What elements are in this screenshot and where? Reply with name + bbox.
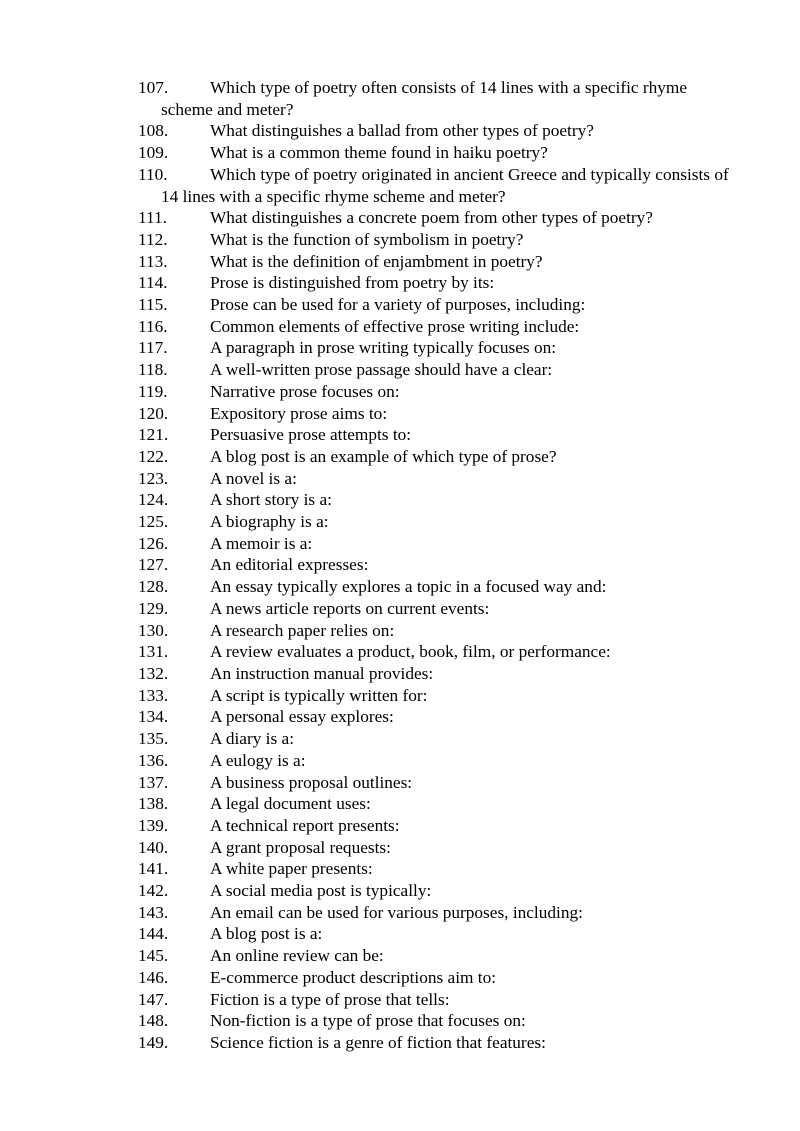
question-number: 133.: [138, 685, 169, 705]
question-text: A biography is a:: [210, 512, 329, 532]
question-item: [138, 620, 738, 642]
question-number: 143.: [138, 902, 169, 922]
question-text: A grant proposal requests:: [210, 837, 391, 857]
question-number: 131.: [138, 642, 169, 662]
question-item: [138, 902, 738, 924]
question-text: A well-written prose passage should have a clear:: [210, 360, 553, 380]
question-text: A white paper presents:: [210, 859, 373, 879]
question-number: 125.: [138, 512, 169, 532]
question-number: 107.: [138, 78, 169, 97]
question-item: [138, 164, 738, 207]
question-item: [138, 750, 738, 772]
question-text: An editorial expresses:: [210, 555, 369, 575]
question-text: Expository prose aims to:: [210, 403, 388, 423]
question-number: 120.: [138, 403, 169, 423]
question-text: An online review can be:: [210, 946, 384, 966]
question-item: [138, 706, 738, 728]
question-item: [138, 77, 738, 120]
question-item: [138, 272, 738, 294]
question-item: [138, 837, 738, 859]
question-number: 142.: [138, 881, 169, 901]
question-item: [138, 685, 738, 707]
question-item: [138, 533, 738, 555]
question-number: 127.: [138, 555, 169, 575]
question-item: [138, 337, 738, 359]
question-text: What is a common theme found in haiku poetry?: [210, 143, 548, 163]
question-number: 144.: [138, 924, 169, 944]
question-number: 140.: [138, 837, 169, 857]
question-text: Prose can be used for a variety of purposes, including:: [210, 295, 586, 315]
question-text: E-commerce product descriptions aim to:: [210, 967, 497, 987]
question-text: A memoir is a:: [210, 533, 313, 553]
question-number: 118.: [138, 360, 168, 380]
question-item: [138, 598, 738, 620]
question-text: A novel is a:: [210, 468, 297, 488]
question-text: Common elements of effective prose writing include:: [210, 316, 580, 336]
question-item: [138, 989, 738, 1011]
question-text: What is the definition of enjambment in poetry?: [210, 251, 543, 271]
question-text: Science fiction is a genre of fiction that features:: [210, 1032, 546, 1052]
question-number: 149.: [138, 1032, 169, 1052]
question-number: 134.: [138, 707, 169, 727]
question-text: What distinguishes a concrete poem from other types of poetry?: [210, 208, 653, 228]
question-text: Fiction is a type of prose that tells:: [210, 989, 450, 1009]
question-item: [138, 576, 738, 598]
question-item: [138, 359, 738, 381]
question-item: [138, 251, 738, 273]
question-number: 147.: [138, 989, 169, 1009]
question-text: A short story is a:: [210, 490, 332, 510]
question-item: [138, 554, 738, 576]
question-item: [138, 641, 738, 663]
question-number: 139.: [138, 815, 169, 835]
question-text: A eulogy is a:: [210, 750, 306, 770]
question-item: [138, 967, 738, 989]
question-number: 119.: [138, 381, 168, 401]
question-number: 116.: [138, 316, 168, 336]
question-item: [138, 815, 738, 837]
question-number: 122.: [138, 446, 169, 466]
question-number: 128.: [138, 577, 169, 597]
question-number: 132.: [138, 663, 169, 683]
question-text: What distinguishes a ballad from other types of poetry?: [210, 121, 594, 141]
question-text: A news article reports on current events:: [210, 598, 490, 618]
question-item: [138, 511, 738, 533]
question-text: An instruction manual provides:: [210, 663, 434, 683]
question-item: [138, 316, 738, 338]
question-number: 148.: [138, 1011, 169, 1031]
question-item: [138, 793, 738, 815]
question-item: [138, 120, 738, 142]
question-text: A legal document uses:: [210, 794, 371, 814]
question-item: [138, 424, 738, 446]
question-text: Non-fiction is a type of prose that focuses on:: [210, 1011, 526, 1031]
question-text: A personal essay explores:: [210, 707, 394, 727]
question-number: 130.: [138, 620, 169, 640]
question-number: 109.: [138, 143, 169, 163]
question-item: [138, 728, 738, 750]
question-text: An email can be used for various purposes, including:: [210, 902, 583, 922]
question-item: [138, 923, 738, 945]
question-number: 141.: [138, 859, 169, 879]
question-text: A paragraph in prose writing typically focuses on:: [210, 338, 557, 358]
question-number: 124.: [138, 490, 169, 510]
question-item: [138, 207, 738, 229]
question-item: [138, 880, 738, 902]
question-item: [138, 446, 738, 468]
question-number: 115.: [138, 295, 168, 315]
question-item: [138, 858, 738, 880]
question-number: 135.: [138, 729, 169, 749]
question-number: 113.: [138, 251, 168, 271]
question-text: A business proposal outlines:: [210, 772, 413, 792]
question-item: [138, 229, 738, 251]
question-item: [138, 1010, 738, 1032]
question-text: An essay typically explores a topic in a focused way and:: [210, 577, 607, 597]
question-text: A diary is a:: [210, 729, 294, 749]
question-item: [138, 945, 738, 967]
question-item: [138, 489, 738, 511]
question-item: [138, 1032, 738, 1054]
question-item: [138, 663, 738, 685]
question-number: 129.: [138, 598, 169, 618]
question-text: Persuasive prose attempts to:: [210, 425, 412, 445]
question-item: [138, 142, 738, 164]
question-text: A blog post is a:: [210, 924, 323, 944]
question-item: [138, 294, 738, 316]
question-text: Which type of poetry often consists of 14 lines with a specific rhyme scheme and meter?: [161, 78, 688, 119]
question-text: Which type of poetry originated in ancient Greece and typically consists of 14 lines with a specific rhyme scheme and meter?: [161, 164, 729, 206]
question-number: 138.: [138, 794, 169, 814]
question-text: A blog post is an example of which type of prose?: [210, 446, 557, 466]
question-text: A research paper relies on:: [210, 620, 395, 640]
question-number: 123.: [138, 468, 169, 488]
question-number: 114.: [138, 273, 168, 293]
question-item: [138, 468, 738, 490]
question-item: [138, 772, 738, 794]
question-text: A technical report presents:: [210, 815, 400, 835]
question-list: [138, 77, 738, 1054]
question-number: 108.: [138, 121, 169, 141]
question-item: [138, 403, 738, 425]
question-text: A review evaluates a product, book, film, or performance:: [210, 642, 611, 662]
question-number: 145.: [138, 946, 169, 966]
question-number: 110.: [138, 164, 168, 184]
question-number: 136.: [138, 750, 169, 770]
question-number: 126.: [138, 533, 169, 553]
question-text: A script is typically written for:: [210, 685, 428, 705]
question-number: 146.: [138, 967, 169, 987]
question-number: 112.: [138, 229, 168, 249]
question-number: 117.: [138, 338, 168, 358]
question-item: [138, 381, 738, 403]
question-number: 111.: [138, 208, 167, 228]
question-text: Prose is distinguished from poetry by its:: [210, 273, 495, 293]
question-text: What is the function of symbolism in poetry?: [210, 229, 524, 249]
question-number: 121.: [138, 425, 169, 445]
question-text: Narrative prose focuses on:: [210, 381, 400, 401]
question-text: A social media post is typically:: [210, 881, 432, 901]
question-number: 137.: [138, 772, 169, 792]
